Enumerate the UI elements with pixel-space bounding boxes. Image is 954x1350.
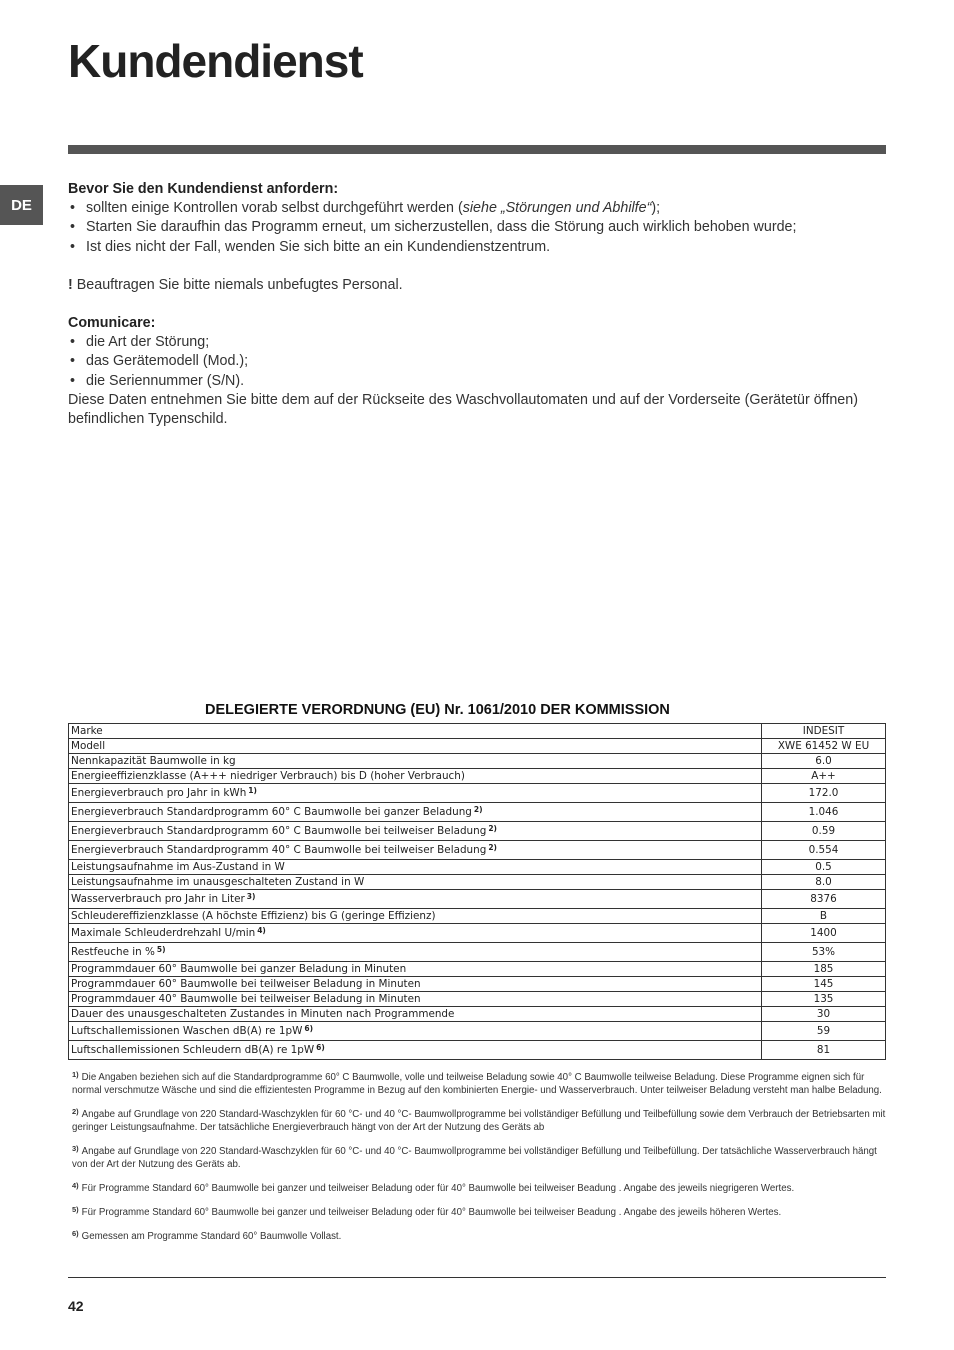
checklist-before-service [68,199,898,257]
warning-note: ! Beauftragen Sie bitte niemals unbefugtes Personal. [68,276,403,293]
row-value: INDESIT [762,724,886,739]
row-label: Energieverbrauch Standardprogramm 40° C Baumwolle bei teilweiser Beladung $^{2)}$ [69,841,762,860]
table-row [69,724,886,739]
row-label: Programmdauer 60° Baumwolle bei teilweiser Beladung in Minuten [69,977,762,992]
table-row [69,909,886,924]
footnote-mark: 6) [72,1229,79,1238]
row-value: 6.0 [762,754,886,769]
footnote-mark: 4) [72,1181,79,1190]
row-value: 172.0 [762,784,886,803]
footnote-mark: 1) [72,1070,79,1079]
table-row [69,977,886,992]
table-row [69,992,886,1007]
row-value: 145 [762,977,886,992]
row-label: Modell [69,739,762,754]
table-row [69,875,886,890]
title-divider [68,145,886,154]
list-item: • sollten einige Kontrollen vorab selbst durchgeführt werden (siehe „Störungen und Abhilfe“); [68,199,898,218]
row-label: Schleudereffizienzklasse (A höchste Effizienz) bis G (geringe Effizienz) [69,909,762,924]
table-row [69,943,886,962]
row-value: 53% [762,943,886,962]
footnote-ref: 2) [488,824,497,833]
row-label: Energieverbrauch pro Jahr in kWh $^{1)}$ [69,784,762,803]
list-item: • das Gerätemodell (Mod.); [68,352,898,371]
row-value: 30 [762,1007,886,1022]
row-label: Luftschallemissionen Schleudern dB(A) re 1pW $^{6)}$ [69,1041,762,1060]
row-label: Programmdauer 40° Baumwolle bei teilweiser Beladung in Minuten [69,992,762,1007]
checklist-communicate [68,333,898,391]
section-heading-communicate: Comunicare: [68,315,156,332]
footnote-ref: 4) [257,926,266,935]
row-label: Nennkapazität Baumwolle in kg [69,754,762,769]
language-tab: DE [0,185,43,225]
footnote-ref: 1) [248,786,257,795]
row-label: Programmdauer 60° Baumwolle bei ganzer Beladung in Minuten [69,962,762,977]
footnote-mark: 2) [72,1107,79,1116]
service-instructions [68,180,898,429]
footnote-ref: 6) [316,1043,325,1052]
row-label: Marke [69,724,762,739]
row-value: 185 [762,962,886,977]
list-item: • Starten Sie daraufhin das Programm erneut, um sicherzustellen, dass die Störung auch wirklich behoben wurde; [68,218,898,237]
table-row [69,739,886,754]
row-value: A++ [762,769,886,784]
row-value: 135 [762,992,886,1007]
row-value: 0.5 [762,860,886,875]
row-label: Leistungsaufnahme im Aus-Zustand in W [69,860,762,875]
type-plate-paragraph: Diese Daten entnehmen Sie bitte dem auf der Rückseite des Waschvollautomaten und auf der Vorderseite (Gerätetür öffnen) befindlichen Typenschild. [68,391,858,428]
row-label: Energieverbrauch Standardprogramm 60° C Baumwolle bei ganzer Beladung $^{2)}$ [69,803,762,822]
table-row [69,784,886,803]
footnotes [72,1071,886,1254]
footnote: $^{4)}$ Für Programme Standard 60° Baumwolle bei ganzer und teilweiser Beladung oder für 40° Baumwolle bei teilweiser Beadung . Angabe des jeweils niegrigeren Wertes. [72,1181,795,1194]
table-row [69,924,886,943]
page-number: 42 [68,1298,84,1314]
table-row [69,1007,886,1022]
row-value: B [762,909,886,924]
footnote-ref: 6) [304,1024,314,1033]
table-row [69,962,886,977]
table-row [69,754,886,769]
footnote-mark: 3) [72,1144,79,1153]
table-row [69,860,886,875]
table-row [69,1041,886,1060]
row-label: Dauer des unausgeschalteten Zustandes in Minuten nach Programmende [69,1007,762,1022]
table-row [69,890,886,909]
row-label: Energieverbrauch Standardprogramm 60° C Baumwolle bei teilweiser Beladung $^{2)}$ [69,822,762,841]
footnote-ref: 3) [246,892,256,901]
footnote-ref: 5) [156,945,166,954]
table-row [69,1022,886,1041]
list-item: • die Seriennummer (S/N). [68,372,898,391]
table-row [69,803,886,822]
footnote: $^{5)}$ Für Programme Standard 60° Baumwolle bei ganzer und teilweiser Beladung oder für 40° Baumwolle bei teilweiser Beadung . Angabe des jeweils höheren Wertes. [72,1205,782,1218]
warning-mark: ! [68,276,73,293]
row-label: Restfeuche in % $^{5)}$ [69,943,762,962]
row-value: XWE 61452 W EU [762,739,886,754]
list-item: • Ist dies nicht der Fall, wenden Sie sich bitte an ein Kundendienstzentrum. [68,238,898,257]
footer-divider [68,1277,886,1278]
row-label: Leistungsaufnahme im unausgeschalteten Zustand in W [69,875,762,890]
row-value: 59 [762,1022,886,1041]
footnote: $^{3)}$ Angabe auf Grundlage von 220 Standard-Waschzyklen für 60 °C- und 40 °C- Baumwollprogramme bei vollständiger Befüllung und Teilbefüllung. Der tatsächliche Wasserverbrauch hängt von der Art der Nutzung des Geräts ab. [72,1144,877,1170]
table-row [69,769,886,784]
footnote: $^{1)}$ Die Angaben beziehen sich auf die Standardprogramme 60° C Baumwolle, volle und teilweise Beladung sowie 40° C Baumwolle teilweise Beladung. Diese Programme eignen sich für normal verschmutze Wäsche und sind die effizientesten Programme in Bezug auf den kombinierten Energie- und Wasserverbrauch. Unter teilweiser Beladung versteht man halbe Beladung. [72,1070,882,1096]
product-spec-table [68,723,886,1060]
row-label: Maximale Schleuderdrehzahl U/min $^{4)}$ [69,924,762,943]
footnote: $^{2)}$ Angabe auf Grundlage von 220 Standard-Waschzyklen für 60 °C- und 40 °C- Baumwollprogramme bei vollständiger Befüllung und Teilbefüllung sowie dem Verbrauch der Betriebsarten mit geringer Leistungsaufnahme. Der tatsächliche Energieverbrauch hängt von der Art der Nutzung des Geräts ab [72,1107,886,1133]
section-heading-before-service: Bevor Sie den Kundendienst anfordern: [68,181,339,197]
row-value: 1.046 [762,803,886,822]
row-label: Luftschallemissionen Waschen dB(A) re 1pW $^{6)}$ [69,1022,762,1041]
footnote: $^{6)}$ Gemessen am Programme Standard 60° Baumwolle Vollast. [72,1229,342,1242]
table-title: DELEGIERTE VERORDNUNG (EU) Nr. 1061/2010 DER KOMMISSION [205,702,670,718]
footnote-ref: 2) [488,843,497,852]
row-value: 81 [762,1041,886,1060]
list-item: • die Art der Störung; [68,333,898,352]
row-label: Wasserverbrauch pro Jahr in Liter $^{3)}$ [69,890,762,909]
row-label: Energieeffizienzklasse (A+++ niedriger Verbrauch) bis D (hoher Verbrauch) [69,769,762,784]
footnote-mark: 5) [72,1205,79,1214]
row-value: 8.0 [762,875,886,890]
row-value: 8376 [762,890,886,909]
table-row [69,841,886,860]
row-value: 1400 [762,924,886,943]
table-row [69,822,886,841]
page-title: Kundendienst [68,35,363,87]
footnote-ref: 2) [473,805,483,814]
row-value: 0.554 [762,841,886,860]
row-value: 0.59 [762,822,886,841]
